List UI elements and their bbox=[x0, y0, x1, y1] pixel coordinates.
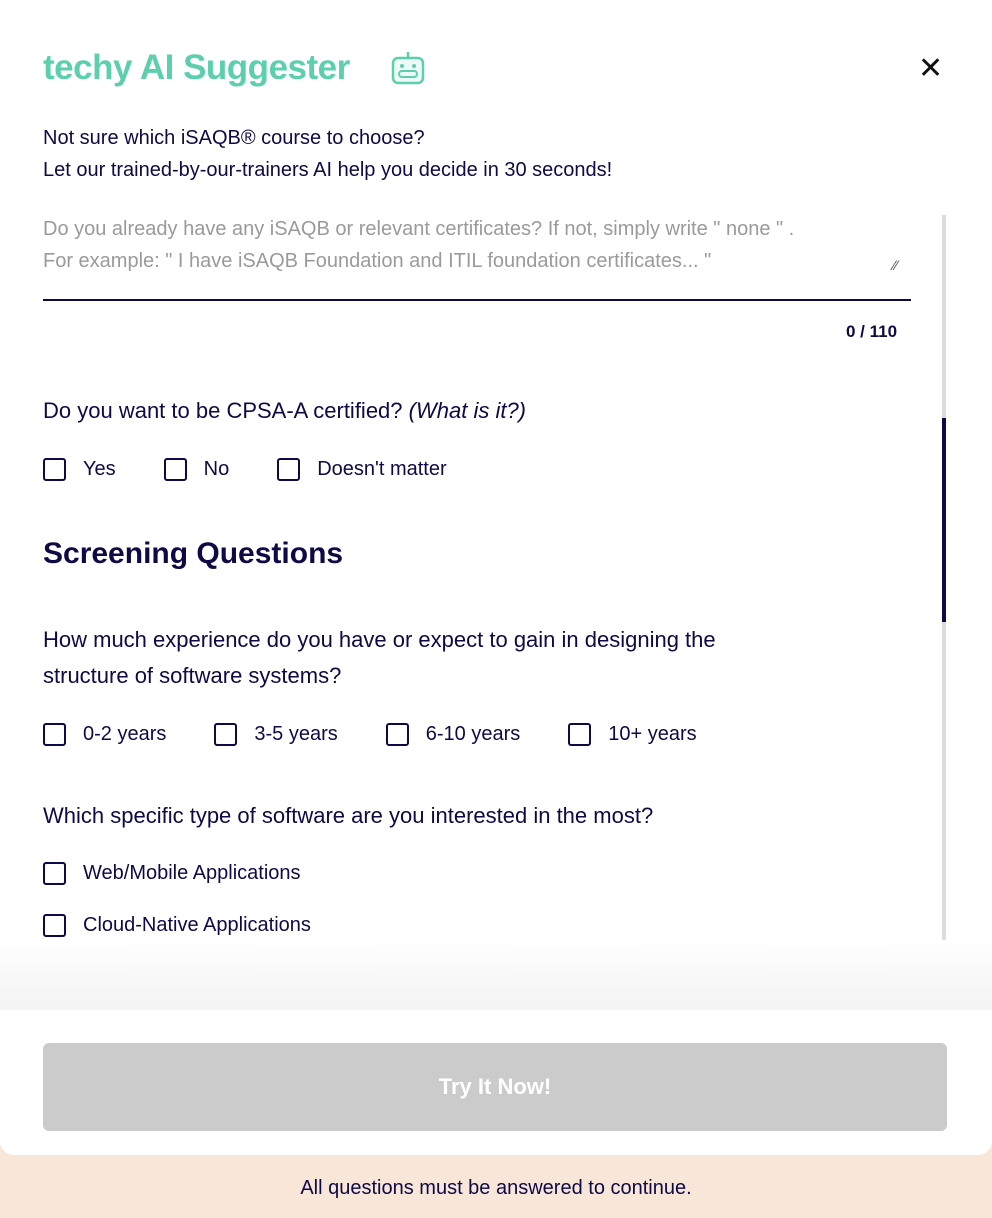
placeholder-line-1: Do you already have any iSAQB or relevant certificates? If not, simply write " none " . bbox=[43, 218, 795, 240]
placeholder-line-2: For example: " I have iSAQB Foundation and ITIL foundation certificates... " bbox=[43, 250, 712, 272]
option-label: Yes bbox=[83, 458, 116, 480]
cpsa-option-yes[interactable] bbox=[43, 458, 116, 481]
try-it-now-button[interactable]: Try It Now! bbox=[43, 1043, 947, 1131]
experience-option[interactable] bbox=[214, 723, 337, 746]
cpsa-option-doesnt-matter[interactable] bbox=[277, 458, 446, 481]
resize-handle-icon[interactable]: ⁄⁄ bbox=[893, 257, 898, 273]
question-line-2: structure of software systems? bbox=[43, 663, 342, 688]
cpsa-options bbox=[43, 458, 495, 481]
experience-option[interactable] bbox=[43, 723, 166, 746]
software-option[interactable] bbox=[43, 914, 311, 937]
checkbox[interactable] bbox=[568, 723, 591, 746]
cpsa-question-text: Do you want to be CPSA-A certified? bbox=[43, 398, 403, 423]
dialog-title: techy AI Suggester bbox=[43, 48, 350, 87]
software-options bbox=[43, 862, 349, 885]
section-heading: Screening Questions bbox=[43, 537, 344, 570]
experience-options bbox=[43, 723, 745, 746]
cpsa-question bbox=[43, 393, 526, 429]
experience-question bbox=[43, 622, 716, 694]
checkbox[interactable] bbox=[277, 458, 300, 481]
software-option[interactable] bbox=[43, 862, 301, 885]
checkbox[interactable] bbox=[214, 723, 237, 746]
validation-note: All questions must be answered to continue. bbox=[300, 1177, 692, 1199]
close-icon[interactable]: ✕ bbox=[918, 52, 944, 85]
option-label: 10+ years bbox=[608, 723, 697, 745]
intro-line-1: Not sure which iSAQB® course to choose? bbox=[43, 127, 425, 149]
question-line-1: How much experience do you have or expect to gain in designing the bbox=[43, 627, 716, 652]
what-is-it-link[interactable]: (What is it?) bbox=[408, 398, 527, 423]
option-label: 6-10 years bbox=[425, 723, 521, 745]
checkbox[interactable] bbox=[386, 723, 409, 746]
checkbox[interactable] bbox=[43, 458, 66, 481]
certificates-textarea[interactable] bbox=[43, 213, 911, 301]
option-label: Web/Mobile Applications bbox=[83, 862, 301, 884]
option-label: Doesn't matter bbox=[317, 458, 447, 480]
experience-option[interactable] bbox=[568, 723, 696, 746]
checkbox[interactable] bbox=[43, 862, 66, 885]
option-label: Cloud-Native Applications bbox=[83, 914, 311, 936]
intro-text bbox=[43, 122, 612, 186]
option-label: No bbox=[203, 458, 230, 480]
cpsa-option-no[interactable] bbox=[164, 458, 230, 481]
software-options bbox=[43, 914, 359, 937]
option-label: 0-2 years bbox=[83, 723, 167, 745]
robot-icon bbox=[390, 50, 426, 86]
intro-line-2: Let our trained-by-our-trainers AI help you decide in 30 seconds! bbox=[43, 159, 613, 181]
experience-option[interactable] bbox=[386, 723, 521, 746]
scrollbar-thumb[interactable] bbox=[942, 418, 946, 622]
option-label: 3-5 years bbox=[254, 723, 338, 745]
character-counter: 0 / 110 bbox=[846, 322, 898, 341]
scroll-fade bbox=[0, 940, 992, 1012]
checkbox[interactable] bbox=[43, 914, 66, 937]
software-question: Which specific type of software are you interested in the most? bbox=[43, 803, 654, 828]
checkbox[interactable] bbox=[164, 458, 187, 481]
checkbox[interactable] bbox=[43, 723, 66, 746]
